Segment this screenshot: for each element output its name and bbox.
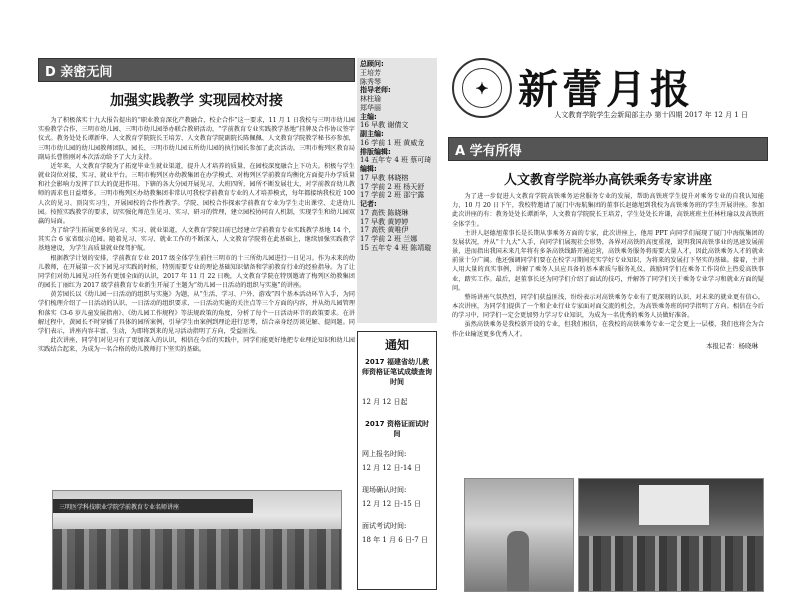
issue-line: 人文教育学院学生会新闻部主办 第十四期 2017 年 12 月 1 日: [554, 111, 748, 119]
notice-heading: 2017 福建省幼儿教师资格证笔试成绩查询时间: [362, 358, 432, 386]
editorial-credits: [357, 58, 437, 323]
section-title: A 学有所得: [455, 143, 522, 159]
article-body: [38, 116, 355, 354]
photo-banner: 三明医学科技职业学院学前教育专业名师讲座: [53, 499, 253, 513]
credit-line: 编辑: 17 早教 林晓榕: [360, 165, 409, 182]
masthead: [448, 58, 768, 125]
credit-line: 指导老师: 林柱瑜: [360, 86, 391, 103]
section-title: D 亲密无间: [45, 64, 113, 80]
paragraph: 为了积极落实十九大报告提出的“职业教育深化产教融合、校企合作”这一要求，11 月 1 日我校与三明市幼儿园实验教学合作，三明市幼儿园、三明市幼儿园举办联合教研活动，“学前教育专业实践教学基地”挂牌及合作协议签字仪式。教务处处长谭新华、人文教育学院院长王培芳、人文教育学院副院长陈佩佩、人文教育学院教学秘书亦参加，三明市幼儿园的幼儿园教师团队、园长、三明市幼儿园五所幼儿园的执行园长参加了此次活动。三明市梅列区教育局副局长曹胜刚对本次活动给予了大力支持。: [38, 117, 355, 161]
section-header-a: [448, 137, 768, 161]
lecture-photo: [52, 490, 342, 590]
classroom-photo: [578, 478, 764, 592]
credit-line: 17 学前 2 班 邵宁露: [360, 191, 425, 200]
credit-line: 陈秀琴: [360, 77, 381, 86]
newspaper-title: 新蕾月报: [518, 66, 694, 113]
credit-line: 排版编辑: 14 五年专 4 班 蔡可琦: [360, 147, 432, 165]
article-headline: 人文教育学院举办高铁乘务专家讲座: [503, 173, 712, 188]
notice-date: 12 月 12 日起: [362, 398, 408, 406]
notice-title: 通知: [384, 338, 409, 352]
credit-line: 17 高铁 黄唯伊: [360, 226, 409, 235]
credit-line: 郑华丽: [360, 103, 381, 112]
credit-line: 15 五年专 4 班 陈靖璇: [360, 243, 432, 252]
credit-line: 副主编: 16 学前 1 班 黄威龙: [360, 130, 425, 147]
paragraph: 为了进一步促进人文教育学院高铁乘务运营服务专业的发展，帮助高铁班学生提升对乘务专业的自我认知能力，10 月 20 日下午，我校特邀请了厦门中海航集团的董事长赵德旭到我校为高铁乘务班的学生开展讲座。参加此次讲座的有：教务处处长谭新华，人文教育学院院长王培芳，学生处处长许谦，高铁班班主任林柱瑜以及高铁班全体学生。: [452, 193, 764, 228]
paragraph: 黄芳园长以《幼儿园一日活动的组织与实施》为题，从“生活、学习、户外、游戏”四个基本活动环节入手，为同学们梳理介绍了一日活动的认识、一日活动的组织要求、一日活动实施的关注点等三个方面的内容，并从幼儿园管理和落实《3-6 岁儿童发展指南》、《幼儿园工作规程》等法规政策的角度，分析了每个一日活动环节的政策要求。在讲解过程中，黄园长不时穿插了具体的园所案例，引导学生由案例到理论进行思考，结合亲身经历谈见解、提问题。同学们表示，讲座内容丰富、生动，为即将到来的见习活动指明了方向，受益匪浅。: [38, 291, 355, 335]
paragraph: 根据教学计划的安排，学前教育专业 2017 级全体学生前往三明市的十三所幼儿园进行一日见习。作为未来的幼儿教师，在开展第一次下园见习实践的时候，特别需要专业的理论基础知识储备和学前教育行业的经验指导。为了让同学们对幼儿园见习任务有更加全面的认识，2017 年 11 月 22 日晚，人文教育学院在特别邀请了梅列区幼教集团的园长丁丽红为 2017 级学前教育专业新生开展了主题为“幼儿园一日活动的组织与实施”的讲座。: [38, 254, 355, 290]
paragraph: 主讲人赵德旭董事长是长期从事乘务方面的专家，此次讲座上，他用 PPT 向同学们展现了厦门中海航集团的发展状况，并从“十九大”入手，向同学们展现社会形势，各界对高铁的高度重视，说明我国高铁事业的迅速发展前景，进而指出我国未来几年将有多条高铁线路开通运营，高铁乘务服务将需要大量人才，因此高铁乘务人才的就业前景十分广阔。他还强调同学们要在在校学习期间充实学好专业知识，为将来的发展打下坚实的基础。接着，主讲人用大量的真实事例，讲解了乘务人员应具备的基本素质与服务礼仪，鼓励同学们在乘务工作岗位上热爱高铁事业，踏实工作。最后，赵董事长还为同学们介绍了面试的技巧，并解答了同学们关于乘务专业学习和就业方面的疑问。: [452, 229, 764, 292]
paragraph: 近年来，人文教育学院为了拓宽毕业生就业渠道，提升人才培养的质量，在园校深度融合上下功夫。积极与学生就业岗位对接，实习、就业平台。三明市梅列区办幼教集团在办学模式、对梅列区学前教育均衡化方面提升办学质量和社会影响力发挥了巨大的促进作用。下辖的各大分园开展见习，大班四所、园所不断发展壮大，对学前教育幼儿教师的需求也日益增多。三明市梅列区办幼教集团非常认可我校学前教育专业的人才培养模式，每年都接纳我校近 100 人次的见习、顶岗实习生，开展园校的合作性教学。学院、园校合作探索学前教育专业为学生走出课堂、走进幼儿园。按照实践教学的要求，切实强化师范生见习、实习、研习的管理，建立园校协同育人机制，实现学生和幼儿园双赢的局面。: [38, 162, 355, 225]
credit-line: 17 学前 2 班 杨天舒: [360, 182, 425, 191]
middle-column: [357, 58, 437, 592]
article-body: [448, 192, 768, 339]
credit-line: 记者: 17 高铁 陈晓琳: [360, 200, 409, 217]
reporter-credit: 本报记者：杨晓琳: [706, 341, 758, 350]
notice-item: 12 月 12 日-15 日: [362, 500, 421, 508]
credit-line: 17 学前 2 班 兰娜: [360, 235, 418, 243]
speaker-photo: [464, 478, 574, 592]
audience-figures: [53, 529, 341, 589]
paragraph: 为了给学生拓展更多的见习、实习、就业渠道，人文教育学院目前已经建立学前教育专业实践教学基地 14 个，其实合 6 家省级示范园。随着见习、实习、就业工作的不断深入，人文教育学院将在此基础上，继续加强实践教学基地建设，为学生高质量就业保驾护航。: [38, 227, 355, 253]
notice-item: 网上报名时间:: [362, 450, 407, 458]
left-column: [38, 58, 355, 592]
credit-line: 主编: 16 早教 谢倩文: [360, 112, 409, 130]
paragraph: 整场讲座气氛热烈，同学们获益匪浅，纷纷表示对高铁乘务专业有了更深刻的认识，对未来的就业更有信心。本次讲座，为同学们提供了一个和企业行业专家面对面交流的机会，为高铁乘务班的同学指明了方向。相信在今后的学习中，同学们一定会更加努力学习专业知识，为成为一名优秀的乘务人员做好准备。: [452, 293, 764, 320]
credit-line: 17 早教 黄婷婷: [360, 217, 409, 226]
article-headline: 加强实践教学 实现园校对接: [110, 93, 283, 109]
notice-item: 12 月 12 日-14 日: [362, 464, 421, 472]
notice-item: 现场确认时间:: [362, 486, 407, 494]
school-logo-icon: ✦: [452, 58, 512, 118]
credit-line: 总顾问: 王培芳: [360, 60, 384, 77]
paragraph: 虽然高铁乘务是我校新开设的专业，但我们相信，在我校的高铁乘务专业一定会更上一层楼，我们也将会为合作企业输送更多优秀人才。: [452, 321, 764, 338]
notice-item: 面试考试时间:: [362, 522, 407, 530]
right-column: [448, 58, 768, 592]
notice-item: 18 年 1 月 6 日-7 日: [362, 536, 428, 544]
notice-box: [357, 331, 437, 590]
paragraph: 此次讲座，同学们对见习有了更加深入的认识，相信在今后的实践中，同学们能更好地把专业理论知识和幼儿园实践结合起来，为成为一名合格的幼儿教师打下坚实的基础。: [38, 337, 355, 354]
notice-heading: 2017 资格证面试时间: [365, 420, 429, 438]
photo-strip: [464, 478, 768, 592]
section-header-d: [38, 58, 355, 82]
